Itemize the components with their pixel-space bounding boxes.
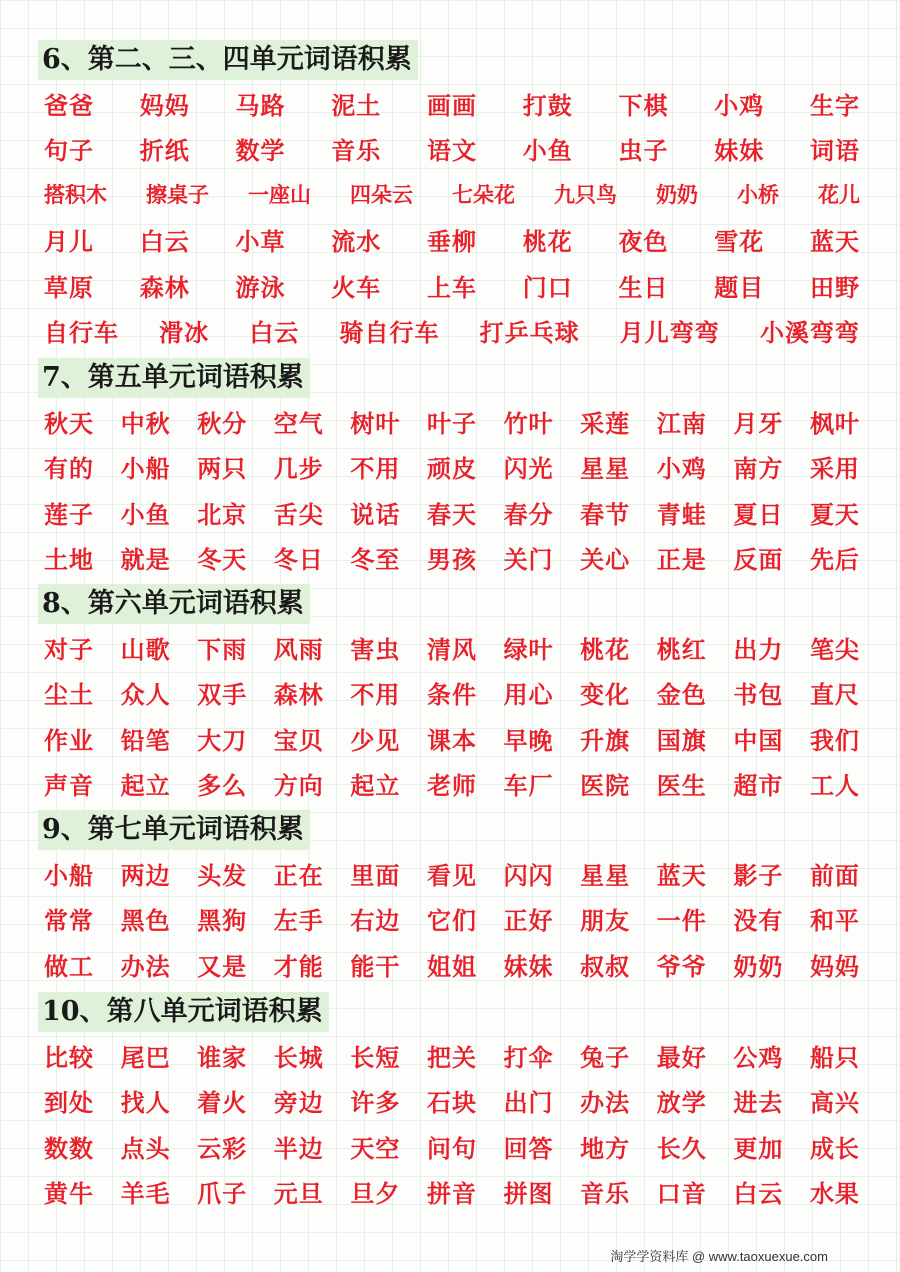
vocab-word: 直尺	[809, 681, 860, 709]
vocab-word: 森林	[273, 681, 324, 709]
vocab-word: 比较	[44, 1043, 94, 1072]
vocab-word: 七朵花	[452, 183, 515, 207]
vocab-word: 用心	[503, 681, 554, 709]
vocab-word: 石块	[426, 1089, 477, 1117]
vocab-word: 草原	[44, 273, 94, 302]
vocab-word: 拼音	[426, 1180, 477, 1208]
vocab-word: 小鱼	[522, 137, 573, 165]
vocab-word: 黑狗	[197, 907, 248, 935]
vocab-word: 数学	[235, 137, 286, 165]
vocab-word: 着火	[197, 1089, 248, 1117]
vocab-word: 下棋	[618, 91, 669, 120]
vocab-word: 正是	[656, 546, 707, 574]
vocab-word: 放学	[656, 1089, 707, 1117]
vocab-word: 早晚	[503, 726, 554, 755]
vocab-word: 高兴	[809, 1089, 860, 1117]
word-row	[44, 538, 860, 578]
vocab-word: 正好	[503, 907, 554, 935]
vocab-word: 一座山	[248, 183, 311, 207]
vocab-word: 桃花	[580, 635, 631, 664]
vocab-word: 长久	[656, 1134, 707, 1163]
vocab-word: 自行车	[44, 319, 119, 347]
vocab-word: 关心	[580, 546, 631, 574]
vocab-word: 半边	[273, 1134, 324, 1163]
vocab-word: 妈妈	[139, 91, 190, 120]
vocab-word: 小船	[120, 455, 171, 483]
vocab-word: 成长	[809, 1134, 860, 1163]
vocab-word: 枫叶	[809, 409, 860, 438]
vocab-word: 田野	[810, 273, 860, 302]
word-row	[44, 401, 860, 441]
vocab-word: 树叶	[350, 409, 401, 438]
vocab-word: 不用	[350, 681, 401, 709]
vocab-word: 车厂	[503, 772, 554, 800]
vocab-word: 出力	[733, 635, 784, 664]
vocab-word: 夏日	[733, 500, 784, 529]
vocab-word: 白云	[139, 228, 190, 256]
word-row	[44, 673, 860, 713]
vocab-word: 拼图	[503, 1180, 554, 1208]
vocab-word: 打乒乓球	[479, 319, 580, 347]
vocab-word: 月儿	[44, 228, 94, 256]
vocab-word: 小鸡	[656, 455, 707, 483]
vocab-word: 桃红	[656, 635, 707, 664]
vocab-word: 点头	[120, 1134, 171, 1163]
vocab-word: 国旗	[656, 726, 707, 755]
vocab-word: 奶奶	[733, 952, 784, 981]
vocab-word: 一件	[656, 907, 707, 935]
vocab-word: 做工	[44, 952, 94, 981]
vocab-word: 男孩	[426, 546, 477, 574]
vocab-word: 流水	[331, 228, 382, 256]
vocab-word: 星星	[580, 861, 631, 890]
vocab-word: 火车	[331, 273, 382, 302]
vocab-word: 下雨	[197, 635, 248, 664]
vocab-word: 骑自行车	[339, 319, 440, 347]
vocab-word: 课本	[426, 726, 477, 755]
vocab-word: 妹妹	[714, 137, 765, 165]
vocab-word: 北京	[197, 500, 248, 529]
vocab-word: 小船	[44, 861, 94, 890]
vocab-word: 笔尖	[809, 635, 860, 664]
vocab-word: 爷爷	[656, 952, 707, 981]
vocab-word: 影子	[733, 861, 784, 890]
vocab-word: 闪闪	[503, 861, 554, 890]
vocab-word: 冬天	[197, 546, 248, 574]
vocab-word: 中秋	[120, 409, 171, 438]
word-row	[44, 311, 860, 351]
vocab-word: 起立	[350, 772, 401, 800]
vocab-word: 就是	[120, 546, 171, 574]
vocab-word: 爸爸	[44, 91, 94, 120]
vocab-word: 天空	[350, 1134, 401, 1163]
section-heading: 9、第七单元词语积累	[38, 810, 310, 850]
vocab-word: 口音	[656, 1180, 707, 1208]
vocab-word: 秋天	[44, 409, 94, 438]
vocab-word: 白云	[249, 319, 300, 347]
word-row	[44, 718, 860, 758]
vocab-word: 水果	[809, 1180, 860, 1208]
word-row	[44, 492, 860, 532]
vocab-word: 春节	[580, 500, 631, 529]
vocab-word: 多么	[197, 772, 248, 800]
vocab-word: 医生	[656, 772, 707, 800]
vocab-word: 闪光	[503, 455, 554, 483]
vocab-word: 方向	[273, 772, 324, 800]
vocab-word: 小草	[235, 228, 286, 256]
vocab-word: 莲子	[44, 500, 94, 529]
vocab-word: 金色	[656, 681, 707, 709]
vocab-word: 对子	[44, 635, 94, 664]
vocab-word: 老师	[426, 772, 477, 800]
vocab-word: 船只	[809, 1043, 860, 1072]
vocab-word: 九只鸟	[554, 183, 617, 207]
vocab-word: 升旗	[580, 726, 631, 755]
vocab-word: 小鸡	[714, 91, 765, 120]
vocab-word: 回答	[503, 1134, 554, 1163]
vocab-word: 门口	[522, 273, 573, 302]
vocab-word: 打鼓	[522, 91, 573, 120]
vocab-word: 朋友	[580, 907, 631, 935]
vocab-word: 风雨	[273, 635, 324, 664]
vocab-word: 妈妈	[809, 952, 860, 981]
vocab-word: 土地	[44, 546, 94, 574]
vocab-word: 虫子	[618, 137, 669, 165]
vocab-word: 到处	[44, 1089, 94, 1117]
vocab-word: 舌尖	[273, 500, 324, 529]
vocab-word: 起立	[120, 772, 171, 800]
vocab-word: 右边	[350, 907, 401, 935]
vocab-word: 冬至	[350, 546, 401, 574]
vocab-word: 秋分	[197, 409, 248, 438]
vocab-word: 叔叔	[580, 952, 631, 981]
vocab-word: 头发	[197, 861, 248, 890]
vocab-word: 绿叶	[503, 635, 554, 664]
vocab-word: 变化	[580, 681, 631, 709]
vocab-word: 奶奶	[656, 183, 698, 207]
vocab-word: 能干	[350, 952, 401, 981]
vocab-word: 句子	[44, 137, 94, 165]
vocab-word: 又是	[197, 952, 248, 981]
vocab-word: 四朵云	[350, 183, 413, 207]
word-row	[44, 899, 860, 939]
vocab-word: 办法	[120, 952, 171, 981]
word-row	[44, 1126, 860, 1166]
vocab-word: 害虫	[350, 635, 401, 664]
vocab-word: 题目	[714, 273, 765, 302]
vocab-word: 众人	[120, 681, 171, 709]
vocab-word: 妹妹	[503, 952, 554, 981]
vocab-word: 左手	[273, 907, 324, 935]
watermark-footer: 淘学学资料库 @ www.taoxuexue.com	[610, 1249, 828, 1264]
vocab-word: 和平	[809, 907, 860, 935]
vocab-word: 冬日	[273, 546, 324, 574]
vocab-word: 旁边	[273, 1089, 324, 1117]
word-row	[44, 1172, 860, 1212]
vocab-word: 折纸	[139, 137, 190, 165]
vocab-word: 才能	[273, 952, 324, 981]
vocab-word: 书包	[733, 681, 784, 709]
vocab-word: 生字	[810, 91, 860, 120]
vocab-word: 黄牛	[44, 1180, 94, 1208]
vocab-word: 两只	[197, 455, 248, 483]
vocab-word: 叶子	[426, 409, 477, 438]
vocab-word: 谁家	[197, 1043, 248, 1072]
vocab-word: 音乐	[331, 137, 382, 165]
vocab-word: 春天	[426, 500, 477, 529]
section-heading: 7、第五单元词语积累	[38, 358, 310, 398]
vocab-word: 擦桌子	[146, 183, 209, 207]
word-row	[44, 220, 860, 260]
word-row	[44, 83, 860, 123]
vocab-word: 元旦	[273, 1180, 324, 1208]
word-row	[44, 447, 860, 487]
vocab-word: 条件	[426, 681, 477, 709]
vocab-word: 大刀	[197, 726, 248, 755]
vocab-word: 前面	[809, 861, 860, 890]
vocab-word: 没有	[733, 907, 784, 935]
vocab-word: 春分	[503, 500, 554, 529]
vocab-word: 更加	[733, 1134, 784, 1163]
section-heading: 6、第二、三、四单元词语积累	[38, 40, 418, 80]
vocab-word: 打伞	[503, 1043, 554, 1072]
vocab-word: 清风	[426, 635, 477, 664]
vocab-word: 说话	[350, 500, 401, 529]
word-row	[44, 764, 860, 804]
vocab-word: 小溪弯弯	[759, 319, 860, 347]
vocab-word: 蓝天	[656, 861, 707, 890]
word-row	[44, 627, 860, 667]
vocab-word: 医院	[580, 772, 631, 800]
vocab-word: 花儿	[818, 183, 860, 207]
vocab-word: 里面	[350, 861, 401, 890]
word-row	[44, 1081, 860, 1121]
vocab-word: 长城	[273, 1043, 324, 1072]
vocab-word: 有的	[44, 455, 94, 483]
vocab-word: 两边	[120, 861, 171, 890]
vocab-word: 月儿弯弯	[619, 319, 720, 347]
vocab-word: 泥土	[331, 91, 382, 120]
vocab-word: 反面	[733, 546, 784, 574]
vocab-word: 山歌	[120, 635, 171, 664]
vocab-word: 超市	[733, 772, 784, 800]
vocab-word: 宝贝	[273, 726, 324, 755]
vocab-word: 几步	[273, 455, 324, 483]
word-row	[44, 129, 860, 169]
vocab-word: 出门	[503, 1089, 554, 1117]
vocab-word: 把关	[426, 1043, 477, 1072]
vocab-word: 看见	[426, 861, 477, 890]
word-row	[44, 265, 860, 305]
vocab-word: 采用	[809, 455, 860, 483]
vocab-word: 数数	[44, 1134, 94, 1163]
vocab-word: 云彩	[197, 1134, 248, 1163]
vocab-word: 问句	[426, 1134, 477, 1163]
vocab-word: 先后	[809, 546, 860, 574]
vocab-word: 它们	[426, 907, 477, 935]
vocab-word: 进去	[733, 1089, 784, 1117]
section-heading: 8、第六单元词语积累	[38, 584, 310, 624]
vocab-word: 滑冰	[159, 319, 210, 347]
vocab-word: 正在	[273, 861, 324, 890]
vocab-word: 地方	[580, 1134, 631, 1163]
vocab-word: 找人	[120, 1089, 171, 1117]
vocab-word: 最好	[656, 1043, 707, 1072]
vocab-word: 江南	[656, 409, 707, 438]
vocab-word: 搭积木	[44, 183, 107, 207]
vocab-word: 小鱼	[120, 500, 171, 529]
vocab-word: 森林	[139, 273, 190, 302]
vocab-word: 空气	[273, 409, 324, 438]
vocab-word: 夜色	[618, 228, 669, 256]
vocab-word: 小桥	[737, 183, 779, 207]
vocab-word: 画画	[427, 91, 477, 120]
vocab-word: 关门	[503, 546, 554, 574]
vocab-word: 长短	[350, 1043, 401, 1072]
vocab-word: 星星	[580, 455, 631, 483]
vocab-word: 工人	[809, 772, 860, 800]
word-row	[44, 1035, 860, 1075]
vocab-word: 作业	[44, 726, 94, 755]
vocab-word: 公鸡	[733, 1043, 784, 1072]
vocab-word: 上车	[427, 273, 477, 302]
vocab-word: 马路	[235, 91, 286, 120]
section-heading: 10、第八单元词语积累	[38, 992, 329, 1032]
vocab-word: 生日	[618, 273, 669, 302]
vocab-word: 垂柳	[427, 228, 477, 256]
vocab-word: 尾巴	[120, 1043, 171, 1072]
vocab-word: 许多	[350, 1089, 401, 1117]
vocab-word: 铅笔	[120, 726, 171, 755]
vocab-word: 雪花	[714, 228, 765, 256]
vocab-word: 蓝天	[810, 228, 860, 256]
vocab-word: 游泳	[235, 273, 286, 302]
vocab-word: 桃花	[522, 228, 573, 256]
vocab-word: 办法	[580, 1089, 631, 1117]
vocab-word: 夏天	[809, 500, 860, 529]
vocab-word: 声音	[44, 772, 94, 800]
vocab-word: 中国	[733, 726, 784, 755]
word-row	[44, 944, 860, 984]
vocab-word: 音乐	[580, 1180, 631, 1208]
vocab-word: 语文	[427, 137, 477, 165]
vocab-word: 常常	[44, 907, 94, 935]
vocab-word: 采莲	[580, 409, 631, 438]
vocab-word: 南方	[733, 455, 784, 483]
vocab-word: 青蛙	[656, 500, 707, 529]
vocab-word: 兔子	[580, 1043, 631, 1072]
vocab-word: 我们	[809, 726, 860, 755]
vocab-word: 爪子	[197, 1180, 248, 1208]
vocab-word: 旦夕	[350, 1180, 401, 1208]
vocab-word: 不用	[350, 455, 401, 483]
vocab-word: 羊毛	[120, 1180, 171, 1208]
word-row	[44, 174, 860, 214]
vocab-word: 竹叶	[503, 409, 554, 438]
vocab-word: 少见	[350, 726, 401, 755]
vocab-word: 尘土	[44, 681, 94, 709]
vocab-word: 黑色	[120, 907, 171, 935]
vocab-word: 词语	[810, 137, 860, 165]
word-row	[44, 853, 860, 893]
vocab-word: 白云	[733, 1180, 784, 1208]
vocab-word: 姐姐	[426, 952, 477, 981]
vocab-word: 月牙	[733, 409, 784, 438]
vocab-word: 双手	[197, 681, 248, 709]
vocab-word: 顽皮	[426, 455, 477, 483]
